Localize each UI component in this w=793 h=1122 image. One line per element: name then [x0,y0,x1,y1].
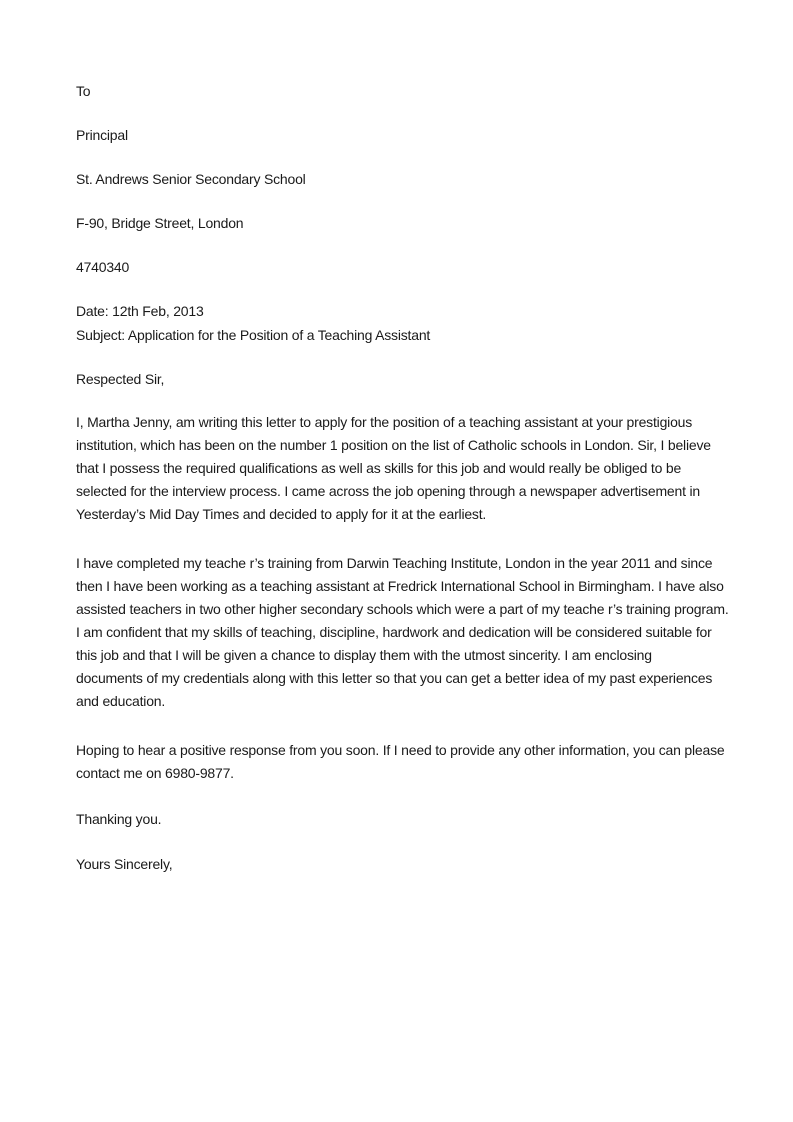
letter-subject: Subject: Application for the Position of a Teaching Assistant [76,327,431,343]
paragraph-2-line: assisted teachers in two other higher secondary schools which were a part of my teache r’s training program. [76,601,729,617]
paragraph-3-line: Hoping to hear a positive response from you soon. If I need to provide any other information, you can please [76,742,725,758]
closing-line: Yours Sincerely, [76,856,173,872]
paragraph-2-line: I have completed my teache r’s training from Darwin Teaching Institute, London in the year 2011 and since [76,555,713,571]
school-name: St. Andrews Senior Secondary School [76,171,306,187]
school-address: F-90, Bridge Street, London [76,215,244,231]
paragraph-1-line: selected for the interview process. I came across the job opening through a newspaper advertisement in [76,483,700,499]
thanks-line: Thanking you. [76,811,162,827]
paragraph-2-line: I am confident that my skills of teaching, discipline, hardwork and dedication will be considered suitable for [76,624,712,640]
paragraph-2-line: then I have been working as a teaching assistant at Fredrick International School in Birmingham. I have also [76,578,724,594]
paragraph-1-line: Yesterday’s Mid Day Times and decided to apply for it at the earliest. [76,506,487,522]
paragraph-1-line: that I possess the required qualifications as well as skills for this job and would really be obliged to be [76,460,682,476]
paragraph-1-line: I, Martha Jenny, am writing this letter to apply for the position of a teaching assistant at your prestigious [76,414,693,430]
to-line: To [76,83,91,99]
paragraph-2-line: this job and that I will be given a chance to display them with the utmost sincerity. I am enclosing [76,647,652,663]
paragraph-3 [76,739,725,785]
recipient-title: Principal [76,127,128,143]
paragraph-2 [76,552,729,713]
paragraph-2-line: documents of my credentials along with this letter so that you can get a better idea of my past experiences [76,670,713,686]
school-phone: 4740340 [76,259,130,275]
paragraph-2-line: and education. [76,693,166,709]
letter-date: Date: 12th Feb, 2013 [76,303,204,319]
paragraph-3-line: contact me on 6980-9877. [76,765,234,781]
paragraph-1 [76,411,721,526]
paragraph-1-line: institution, which has been on the number 1 position on the list of Catholic schools in London. Sir, I believe [76,437,711,453]
salutation: Respected Sir, [76,371,165,387]
